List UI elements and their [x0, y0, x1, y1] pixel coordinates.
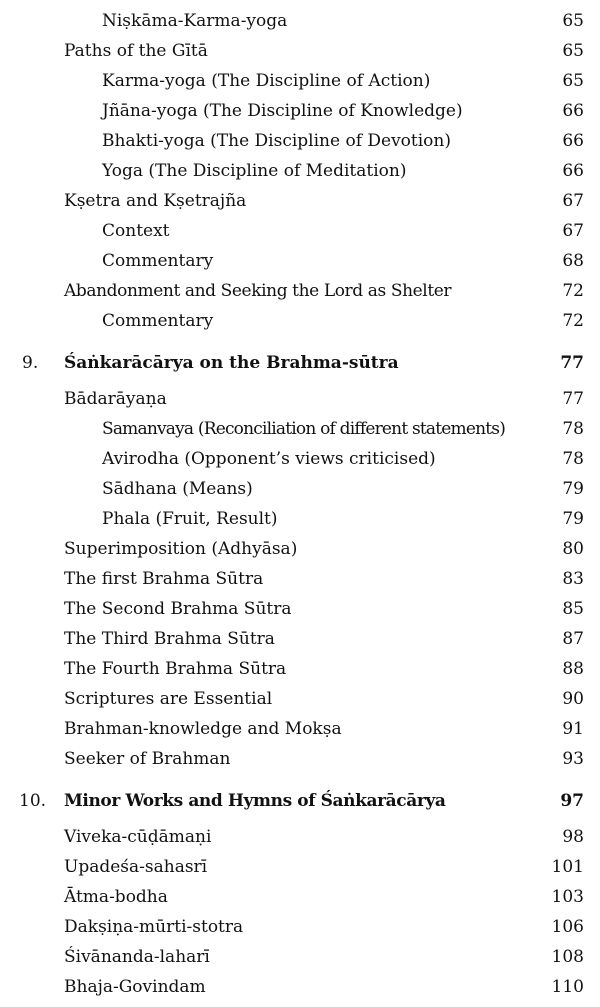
- toc-entry-title: The Second Brahma Sūtra: [64, 599, 292, 619]
- chapter-title: Śaṅkarācārya on the Brahma-sūtra: [64, 353, 399, 373]
- toc-entry-title: Niṣkāma-Karma-yoga: [102, 11, 288, 31]
- toc-entry-page: 68: [562, 251, 584, 271]
- toc-entry-commentary: [0, 249, 600, 273]
- toc-entry-page: 72: [562, 281, 584, 301]
- toc-entry-page: 65: [562, 71, 584, 91]
- toc-entry-third-brahma-sutra: [0, 627, 600, 651]
- toc-entry-viveka-cudamani: [0, 825, 600, 849]
- chapter-number: 9.: [22, 353, 39, 373]
- toc-entry-title: Seeker of Brahman: [64, 749, 231, 769]
- chapter-title: Minor Works and Hymns of Śaṅkarācārya: [64, 791, 446, 811]
- toc-entry-page: 108: [551, 947, 584, 967]
- toc-entry-bhaja-govindam: [0, 975, 600, 999]
- toc-entry-title: Jñāna-yoga (The Discipline of Knowledge): [102, 101, 463, 121]
- toc-entry-title: Sādhana (Means): [102, 479, 253, 499]
- toc-entry-page: 78: [562, 419, 584, 439]
- toc-entry-niskama-karma-yoga: [0, 9, 600, 33]
- toc-entry-page: 67: [562, 221, 584, 241]
- toc-entry-title: Scriptures are Essential: [64, 689, 273, 709]
- toc-entry-page: 66: [562, 101, 584, 121]
- toc-entry-title: Bhaja-Govindam: [64, 977, 206, 997]
- toc-entry-page: 91: [562, 719, 584, 739]
- toc-entry-avirodha: [0, 447, 600, 471]
- toc-entry-bhakti-yoga: [0, 129, 600, 153]
- toc-entry-title: Abandonment and Seeking the Lord as Shelter: [64, 281, 452, 301]
- toc-entry-page: 66: [562, 131, 584, 151]
- toc-entry-title: Upadeśa-sahasrī: [64, 857, 208, 877]
- toc-entry-sivananda-lahari: [0, 945, 600, 969]
- toc-entry-title: Bhakti-yoga (The Discipline of Devotion): [102, 131, 451, 151]
- toc-entry-brahman-knowledge: [0, 717, 600, 741]
- toc-entry-daksina-murti-stotra: [0, 915, 600, 939]
- toc-entry-page: 103: [551, 887, 584, 907]
- toc-entry-second-brahma-sutra: [0, 597, 600, 621]
- toc-entry-page: 78: [562, 449, 584, 469]
- toc-entry-page: 77: [562, 389, 584, 409]
- toc-entry-page: 65: [562, 11, 584, 31]
- toc-entry-title: The Fourth Brahma Sūtra: [64, 659, 287, 679]
- toc-entry-upadesa-sahasri: [0, 855, 600, 879]
- toc-entry-page: 80: [562, 539, 584, 559]
- toc-entry-title: Phala (Fruit, Result): [102, 509, 278, 529]
- toc-entry-commentary: [0, 309, 600, 333]
- toc-entry-page: 93: [562, 749, 584, 769]
- toc-entry-samanvaya: [0, 417, 600, 441]
- toc-entry-title: Brahman-knowledge and Mokṣa: [64, 719, 342, 739]
- toc-entry-phala: [0, 507, 600, 531]
- toc-entry-title: Superimposition (Adhyāsa): [64, 539, 298, 559]
- toc-entry-fourth-brahma-sutra: [0, 657, 600, 681]
- toc-entry-page: 90: [562, 689, 584, 709]
- toc-entry-title: Samanvaya (Reconciliation of different statements): [102, 419, 506, 439]
- toc-entry-atma-bodha: [0, 885, 600, 909]
- toc-entry-sadhana: [0, 477, 600, 501]
- toc-entry-title: Bādarāyaṇa: [64, 389, 167, 409]
- toc-entry-page: 72: [562, 311, 584, 331]
- toc-entry-title: Ātma-bodha: [64, 887, 168, 907]
- toc-entry-page: 66: [562, 161, 584, 181]
- toc-entry-page: 101: [551, 857, 584, 877]
- toc-entry-page: 83: [562, 569, 584, 589]
- toc-entry-superimposition: [0, 537, 600, 561]
- toc-entry-title: The first Brahma Sūtra: [64, 569, 264, 589]
- toc-entry-title: Yoga (The Discipline of Meditation): [102, 161, 407, 181]
- toc-entry-seeker-of-brahman: [0, 747, 600, 771]
- toc-entry-title: The Third Brahma Sūtra: [64, 629, 275, 649]
- toc-entry-first-brahma-sutra: [0, 567, 600, 591]
- toc-chapter-9: [0, 351, 600, 375]
- toc-entry-badarayana: [0, 387, 600, 411]
- toc-entry-title: Viveka-cūḍāmaṇi: [64, 827, 212, 847]
- toc-chapter-10: [0, 789, 600, 813]
- toc-entry-jnana-yoga: [0, 99, 600, 123]
- toc-entry-page: 87: [562, 629, 584, 649]
- toc-entry-title: Paths of the Gītā: [64, 41, 208, 61]
- chapter-number: 10.: [19, 791, 47, 811]
- toc-entry-abandonment: [0, 279, 600, 303]
- toc-entry-title: Commentary: [102, 311, 214, 331]
- toc-entry-page: 65: [562, 41, 584, 61]
- toc-entry-page: 97: [560, 791, 584, 811]
- toc-entry-page: 110: [551, 977, 584, 997]
- toc-entry-yoga-meditation: [0, 159, 600, 183]
- toc-entry-title: Karma-yoga (The Discipline of Action): [102, 71, 431, 91]
- toc-entry-title: Śivānanda-laharī: [64, 947, 210, 967]
- toc-entry-page: 98: [562, 827, 584, 847]
- toc-entry-context: [0, 219, 600, 243]
- toc-entry-title: Dakṣiṇa-mūrti-stotra: [64, 917, 244, 937]
- toc-entry-ksetra-and-ksetrajna: [0, 189, 600, 213]
- toc-entry-paths-of-the-gita: [0, 39, 600, 63]
- toc-entry-scriptures-essential: [0, 687, 600, 711]
- toc-entry-page: 67: [562, 191, 584, 211]
- toc-entry-page: 77: [560, 353, 584, 373]
- toc-entry-title: Avirodha (Opponent’s views criticised): [102, 449, 436, 469]
- toc-entry-page: 106: [551, 917, 584, 937]
- toc-entry-page: 88: [562, 659, 584, 679]
- toc-entry-title: Kṣetra and Kṣetrajña: [64, 191, 247, 211]
- toc-entry-title: Commentary: [102, 251, 214, 271]
- toc-entry-karma-yoga: [0, 69, 600, 93]
- toc-entry-page: 79: [562, 509, 584, 529]
- toc-entry-title: Context: [102, 221, 170, 241]
- toc-entry-page: 79: [562, 479, 584, 499]
- toc-entry-page: 85: [562, 599, 584, 619]
